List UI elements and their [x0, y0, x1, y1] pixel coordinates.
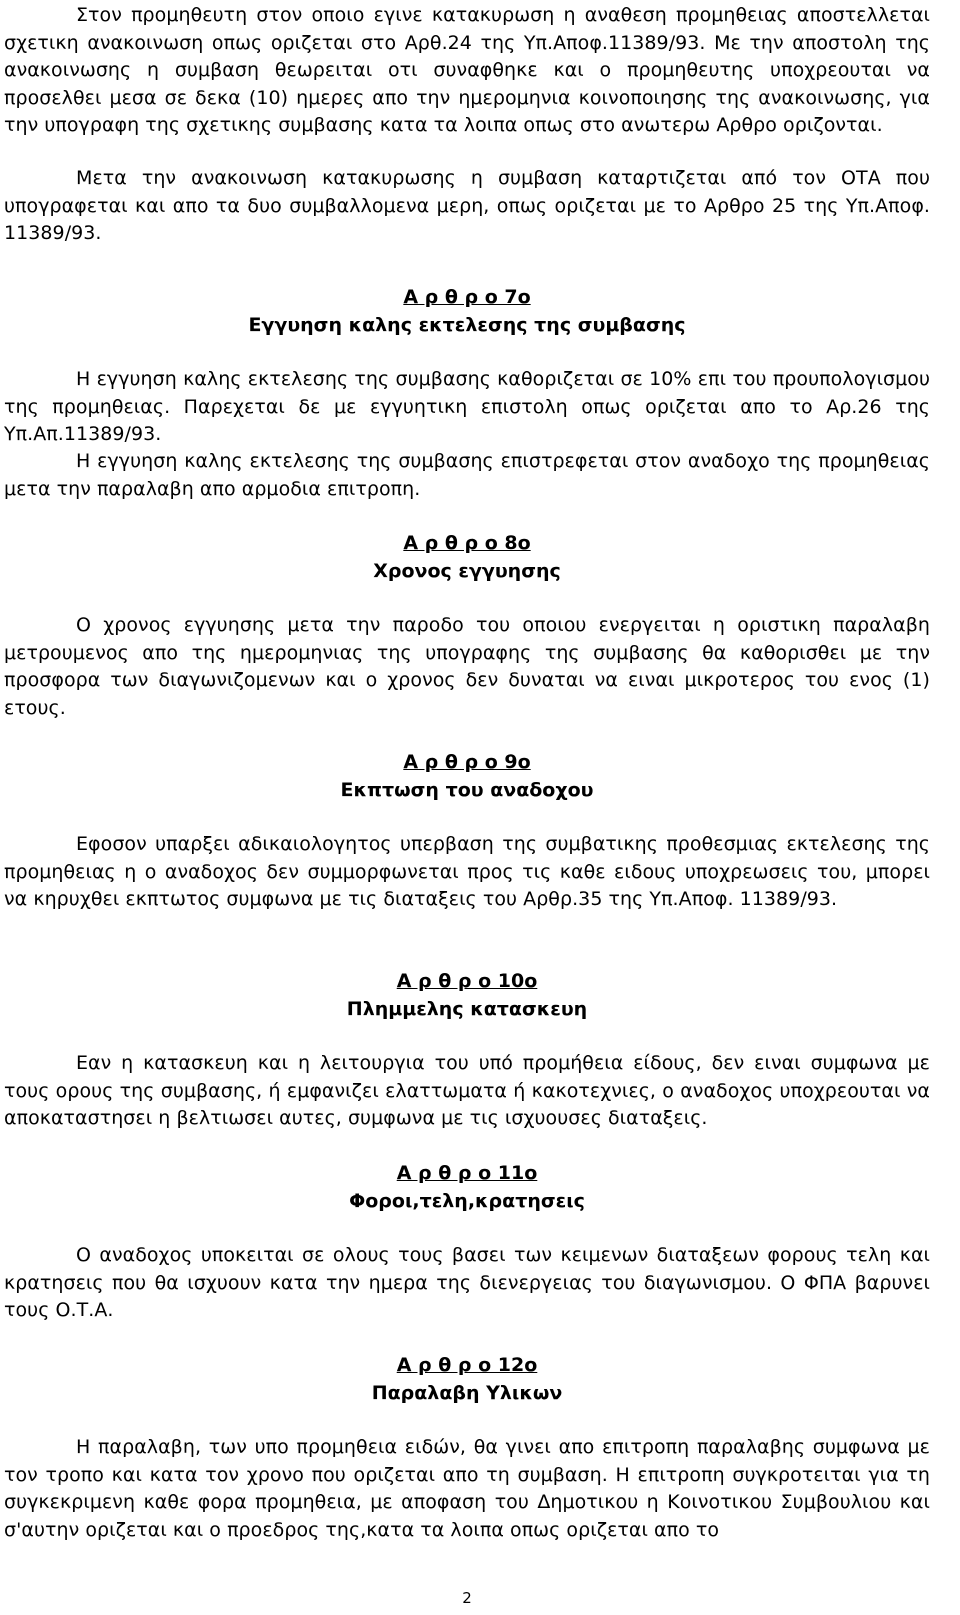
article-11-title: Α ρ θ ρ ο 11ο [396, 1162, 538, 1184]
article-7-paragraph-2: Η εγγυηση καλης εκτελεσης της συμβασης επιστρεφεται στον αναδοχο της προμηθειας μετα την παραλαβη απο αρμοδια επιτροπη. [4, 450, 930, 500]
intro-paragraph-2: Μετα την ανακοινωση κατακυρωσης η συμβαση καταρτιζεται από τον ΟΤΑ που υπογραφεται και απο τα δυο συμβαλλομενα μερη, οπως οριζεται με το Αρθρο 25 της Υπ.Αποφ. 11389/93. [4, 167, 930, 244]
article-11-paragraph-1: Ο αναδοχος υποκειται σε ολους τους βασει των κειμενων διαταξεων φορους τελη και κρατησεις που θα ισχυουν κατα την ημερα της διενεργειας του διαγωνισμου. Ο ΦΠΑ βαρυνει τους Ο.Τ.Α. [4, 1244, 930, 1321]
article-9-paragraph-1: Εφοσον υπαρξει αδικαιολογητος υπερβαση της συμβατικης προθεσμιας εκτελεσης της προμηθειας η ο αναδοχος δεν συμμορφωνεται προς τις καθε ειδους υποχρεωσεις του, μπορει να κηρυχθει εκπτωτος συμφωνα με τις διαταξεις του Αρθρ.35 της Υπ.Αποφ. 11389/93. [4, 833, 930, 910]
article-11-subtitle: Φοροι,τελη,κρατησεις [349, 1190, 585, 1212]
article-7-subtitle: Εγγυηση καλης εκτελεσης της συμβασης [248, 314, 686, 336]
article-12-paragraph-1: Η παραλαβη, των υπο προμηθεια ειδών, θα γινει απο επιτροπη παραλαβης συμφωνα με τον τροπο και κατα τον χρονο που οριζεται απο τη συμβαση. Η επιτροπη συγκροτειται για τη συγκεκριμενη καθε φορα προμηθεια, με αποφαση του Δημοτικου η Κοινοτικου Συμβουλιου και σ'αυτην οριζεται και ο προεδρος της,κατα τα λοιπα οπως οριζεται απο το [4, 1436, 930, 1541]
article-10-title: Α ρ θ ρ ο 10ο [396, 970, 538, 992]
intro-paragraph-1: Στον προμηθευτη στον οποιο εγινε κατακυρωση η αναθεση προμηθειας αποστελλεται σχετικη ανακοινωση οπως οριζεται στο Αρθ.24 της Υπ.Αποφ.11389/93. Με την αποστολη της ανακοινωσης η συμβαση θεωρειται οτι συναφθηκε και ο προμηθευτης υποχρεουται να προσελθει μεσα σε δεκα (10) ημερες απο την ημερομηνια κοινοποιησης της ανακοινωσης, για την υπογραφη της σχετικης συμβασης κατα τα λοιπα οπως στο ανωτερω Αρθρο οριζονται. [4, 4, 930, 136]
article-8-paragraph-1: Ο χρονος εγγυησης μετα την παροδο του οποιου ενεργειται η οριστικη παραλαβη μετρουμενος απο της ημερομηνιας της υπογραφης της συμβασης θα καθορισθει με την προσφορα των διαγωνιζομενων και ο χρονος δεν δυναται να ειναι μικροτερος του ενος (1) ετους. [4, 614, 930, 719]
article-12-title: Α ρ θ ρ ο 12ο [396, 1354, 538, 1376]
article-12-subtitle: Παραλαβη Υλικων [371, 1382, 563, 1404]
page-number: 2 [462, 1589, 472, 1607]
article-9-subtitle: Εκπτωση του αναδοχου [340, 779, 594, 801]
article-7-paragraph-1: Η εγγυηση καλης εκτελεσης της συμβασης καθοριζεται σε 10% επι του προυπολογισμου της προμηθειας. Παρεχεται δε με εγγυητικη επιστολη οπως οριζεται απο το Αρ.26 της Υπ.Απ.11389/93. [4, 368, 930, 445]
article-8-subtitle: Χρονος εγγυησης [373, 560, 561, 582]
article-10-paragraph-1: Εαν η κατασκευη και η λειτουργια του υπό προμήθεια είδους, δεν ειναι συμφωνα με τους ορους της συμβασης, ή εμφανιζει ελαττωματα ή κακοτεχνιες, ο αναδοχος υποχρεουται να αποκαταστησει η βελτιωσει αυτες, συμφωνα με τις ισχυουσες διαταξεις. [4, 1052, 930, 1129]
article-10-subtitle: Πλημμελης κατασκευη [346, 998, 588, 1020]
article-7-title: Α ρ θ ρ ο 7ο [403, 286, 531, 308]
article-9-title: Α ρ θ ρ ο 9ο [403, 751, 531, 773]
article-8-title: Α ρ θ ρ ο 8ο [403, 532, 531, 554]
